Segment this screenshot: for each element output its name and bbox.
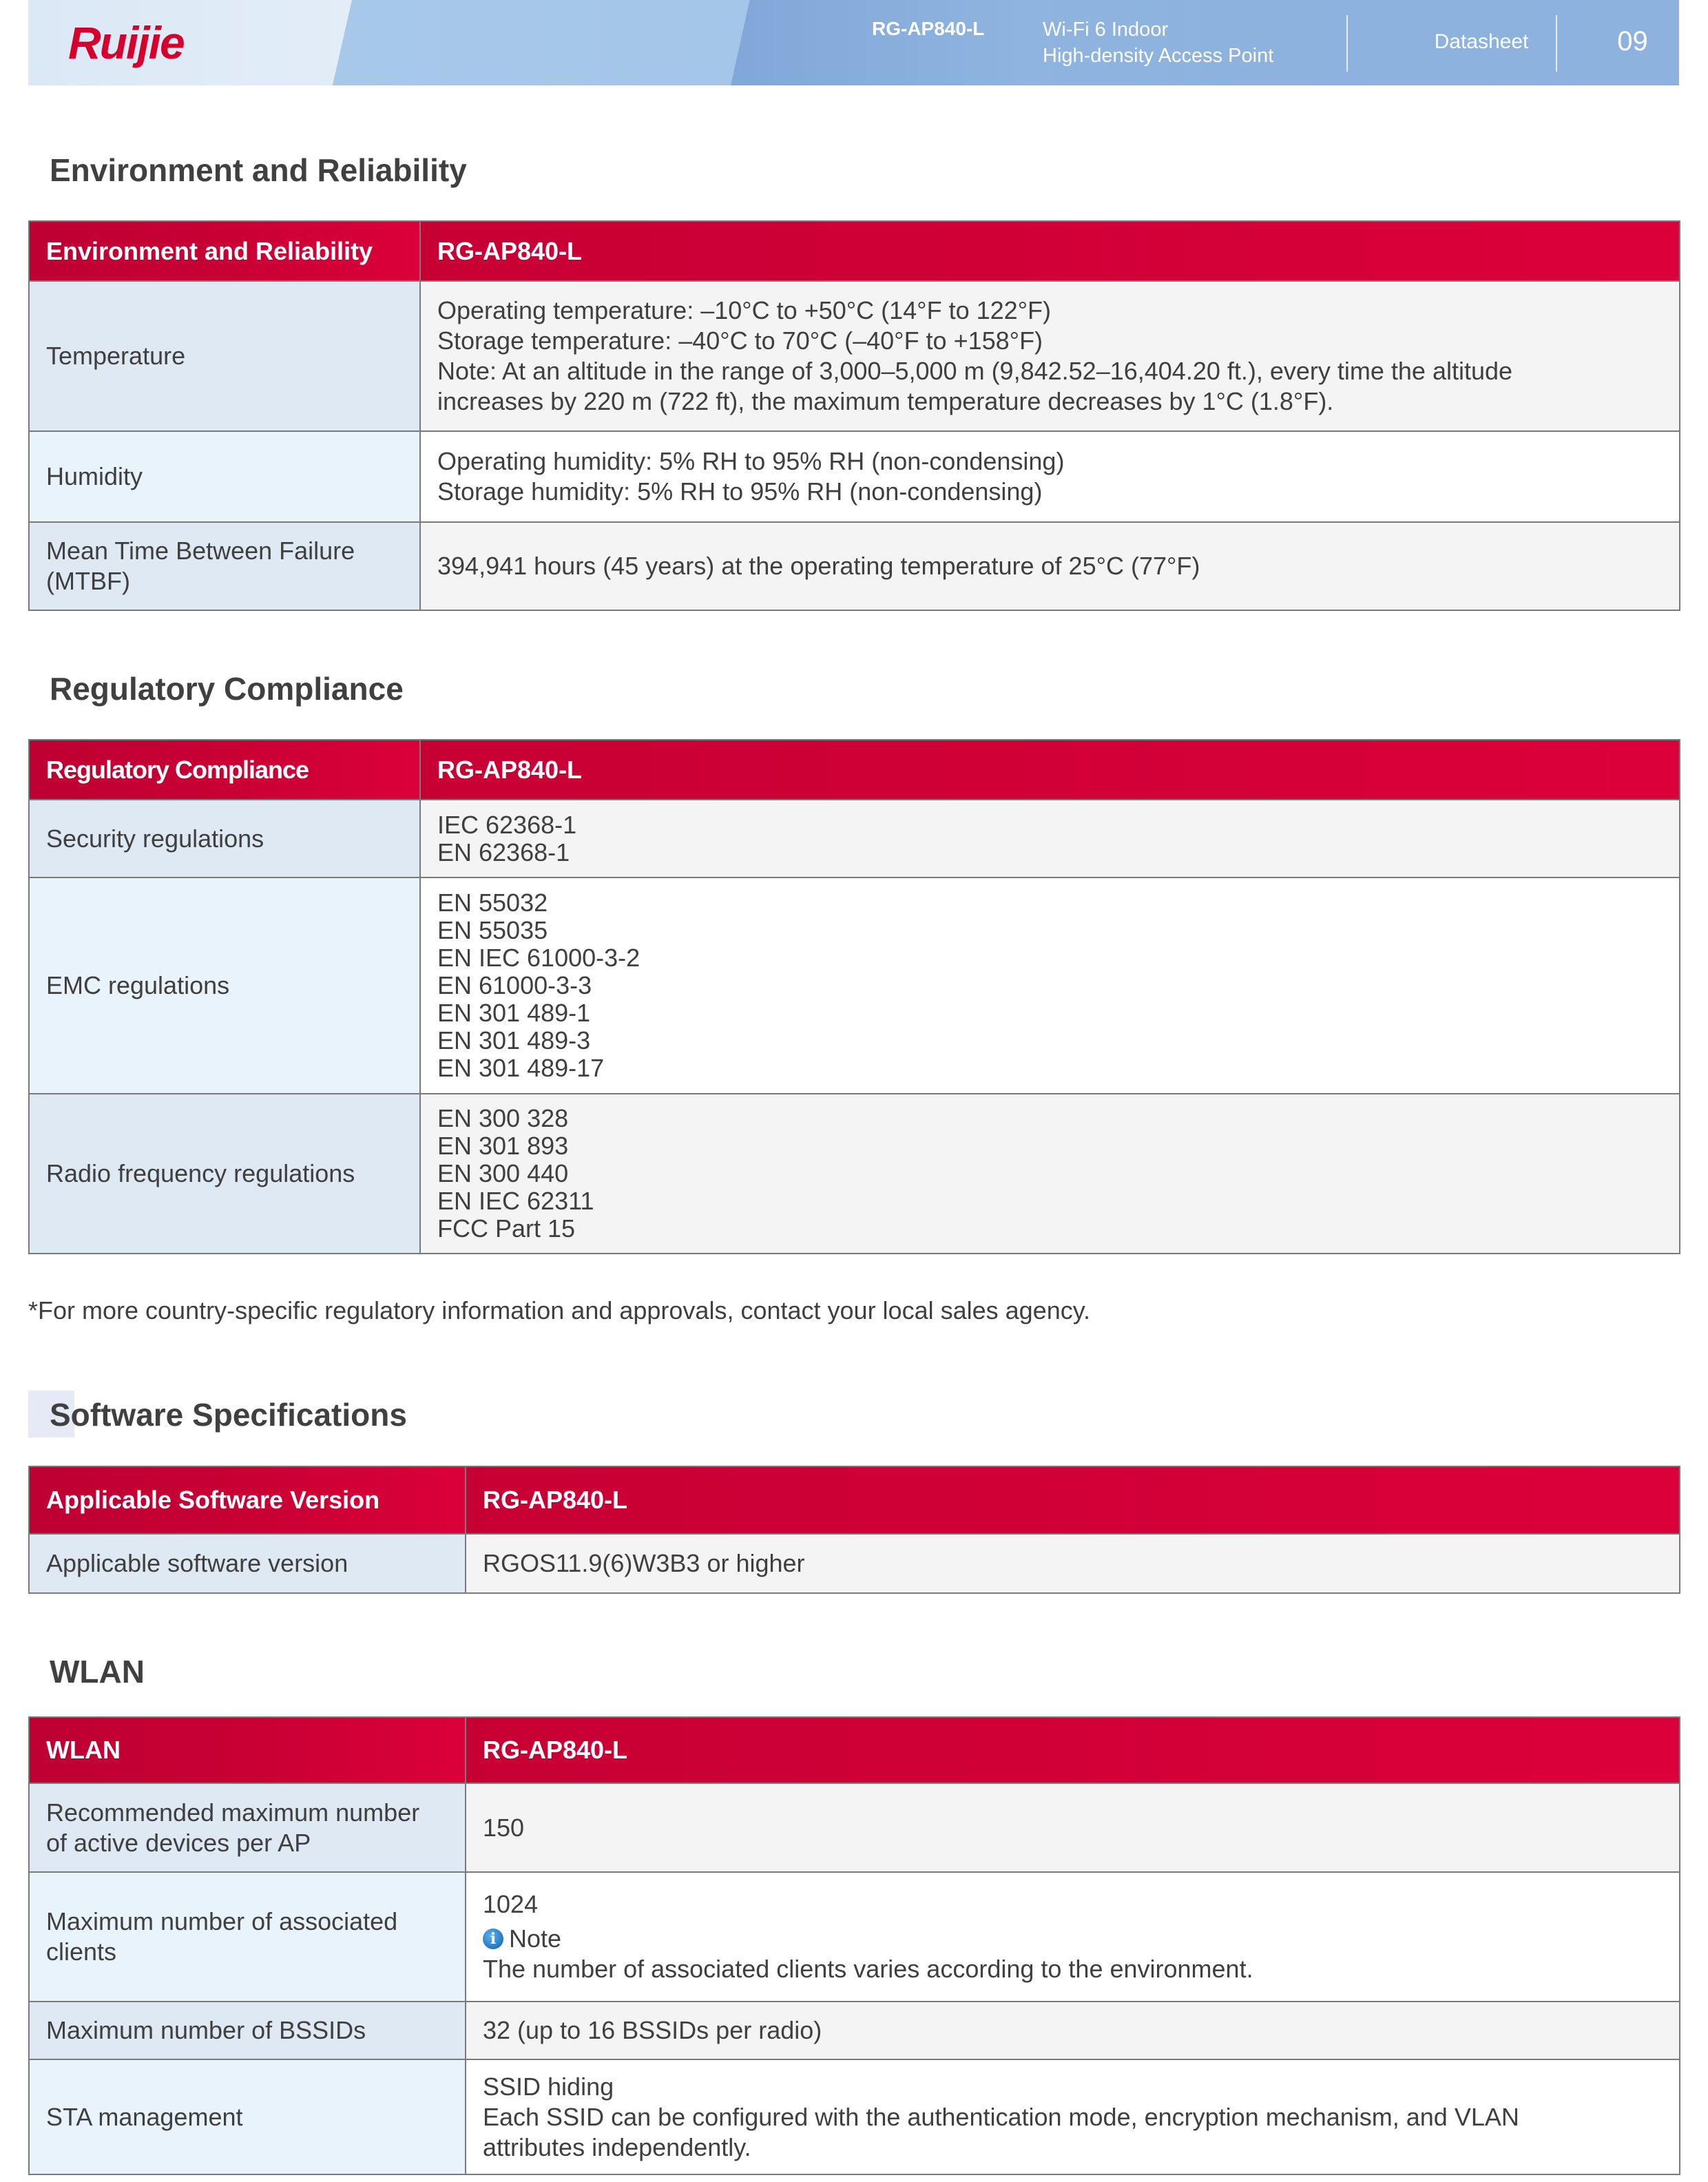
table-row: [29, 1872, 1680, 2002]
value-line: Each SSID can be configured with the authentication mode, encryption mechanism, and VLAN: [483, 2102, 1519, 2131]
value-line: EN 301 893: [437, 1132, 569, 1160]
table-row: [29, 1534, 1680, 1593]
note: [483, 1924, 1663, 1954]
value-line: EN 301 489-17: [437, 1054, 605, 1082]
row-label: Security regulations: [29, 800, 420, 877]
row-label: Radio frequency regulations: [29, 1094, 420, 1254]
value-line: Operating temperature: –10°C to +50°C (14°F to 122°F): [437, 296, 1052, 324]
row-label: EMC regulations: [29, 877, 420, 1094]
row-value: 394,941 hours (45 years) at the operating temperature of 25°C (77°F): [420, 522, 1680, 610]
note-text: The number of associated clients varies according to the environment.: [483, 1955, 1253, 1983]
value-line: EN 301 489-3: [437, 1026, 591, 1054]
header-divider: [1556, 15, 1557, 72]
label-line: Mean Time Between Failure: [46, 537, 355, 565]
table-header-row: [29, 1466, 1680, 1534]
row-label: Maximum number of BSSIDs: [29, 2002, 466, 2059]
value-line: EN 300 440: [437, 1159, 569, 1187]
section-title-regulatory: Regulatory Compliance: [50, 671, 404, 707]
table-row: [29, 800, 1680, 877]
table-header-row: [29, 1717, 1680, 1783]
label-line: Recommended maximum number: [46, 1798, 420, 1827]
value-line: Note: At an altitude in the range of 3,000–5,000 m (9,842.52–16,404.20 ft.), every time the altitude: [437, 357, 1513, 385]
column-header: RG-AP840-L: [420, 740, 1680, 800]
label-line: clients: [46, 1937, 117, 1966]
column-header: RG-AP840-L: [466, 1717, 1680, 1783]
row-label: [29, 1783, 466, 1872]
row-value: RGOS11.9(6)W3B3 or higher: [466, 1534, 1680, 1593]
row-value: [420, 281, 1680, 431]
row-label: STA management: [29, 2059, 466, 2174]
value-line: EN 300 328: [437, 1104, 569, 1132]
regulatory-table: [28, 739, 1680, 1254]
value-line: EN IEC 62311: [437, 1187, 594, 1215]
table-row: [29, 281, 1680, 431]
info-icon: i: [483, 1929, 503, 1949]
column-header: Regulatory Compliance: [29, 740, 420, 800]
header-model: RG-AP840-L: [872, 18, 985, 39]
value-line: FCC Part 15: [437, 1214, 576, 1243]
row-value: 150: [466, 1783, 1680, 1872]
value-line: attributes independently.: [483, 2132, 751, 2161]
ruijie-logo: Ruijie: [68, 17, 184, 68]
row-value: [420, 1094, 1680, 1254]
value-line: Storage temperature: –40°C to 70°C (–40°F to +158°F): [437, 326, 1043, 355]
column-header: RG-AP840-L: [466, 1466, 1680, 1534]
row-label: Humidity: [29, 431, 420, 522]
value-line: EN IEC 61000-3-2: [437, 944, 640, 972]
row-label: Temperature: [29, 281, 420, 431]
software-table: [28, 1466, 1680, 1594]
table-row: [29, 1783, 1680, 1872]
column-header: WLAN: [29, 1717, 466, 1783]
table-row: [29, 2059, 1680, 2174]
header-doc-type: Datasheet: [1434, 30, 1529, 53]
value-line: EN 61000-3-3: [437, 971, 592, 999]
value-line: EN 55032: [437, 889, 548, 917]
value-line: EN 55035: [437, 916, 548, 944]
row-value: [420, 877, 1680, 1094]
wlan-table: [28, 1716, 1680, 2175]
column-header: Environment and Reliability: [29, 221, 420, 281]
column-header: RG-AP840-L: [420, 221, 1680, 281]
header-divider: [1346, 15, 1348, 72]
section-title-software: Software Specifications: [50, 1397, 407, 1433]
value-line: 1024: [483, 1890, 539, 1918]
header-product-line1: Wi-Fi 6 Indoor: [1043, 19, 1169, 41]
regulatory-footnote: *For more country-specific regulatory information and approvals, contact your local sales agency.: [28, 1296, 1091, 1324]
note-label: Note: [509, 1924, 562, 1953]
value-line: IEC 62368-1: [437, 810, 577, 839]
value-line: EN 62368-1: [437, 838, 570, 866]
table-row: [29, 431, 1680, 522]
value-line: Operating humidity: 5% RH to 95% RH (non-condensing): [437, 447, 1065, 475]
page-number: 09: [1617, 26, 1648, 56]
section-title-environment: Environment and Reliability: [50, 152, 467, 188]
row-value: 32 (up to 16 BSSIDs per radio): [466, 2002, 1680, 2059]
value-line: EN 301 489-1: [437, 999, 591, 1027]
row-value: [466, 1872, 1680, 2002]
row-label: Applicable software version: [29, 1534, 466, 1593]
table-row: [29, 877, 1680, 1094]
section-title-wlan: WLAN: [50, 1654, 145, 1690]
table-row: [29, 522, 1680, 610]
row-value: [466, 2059, 1680, 2174]
row-value: [420, 431, 1680, 522]
value-line: increases by 220 m (722 ft), the maximum temperature decreases by 1°C (1.8°F).: [437, 387, 1334, 415]
table-row: [29, 1094, 1680, 1254]
table-header-row: [29, 221, 1680, 281]
row-label: [29, 1872, 466, 2002]
environment-table: [28, 220, 1680, 611]
value-line: Storage humidity: 5% RH to 95% RH (non-condensing): [437, 477, 1043, 506]
value-line: SSID hiding: [483, 2072, 614, 2101]
table-header-row: [29, 740, 1680, 800]
page-header: [28, 0, 1679, 85]
label-line: of active devices per AP: [46, 1828, 311, 1857]
label-line: Maximum number of associated: [46, 1907, 398, 1935]
header-product-line2: High-density Access Point: [1043, 45, 1274, 67]
row-value: [420, 800, 1680, 877]
table-row: [29, 2002, 1680, 2059]
row-label: [29, 522, 420, 610]
header-product-description: [1043, 17, 1273, 69]
label-line: (MTBF): [46, 567, 130, 595]
column-header: Applicable Software Version: [29, 1466, 466, 1534]
